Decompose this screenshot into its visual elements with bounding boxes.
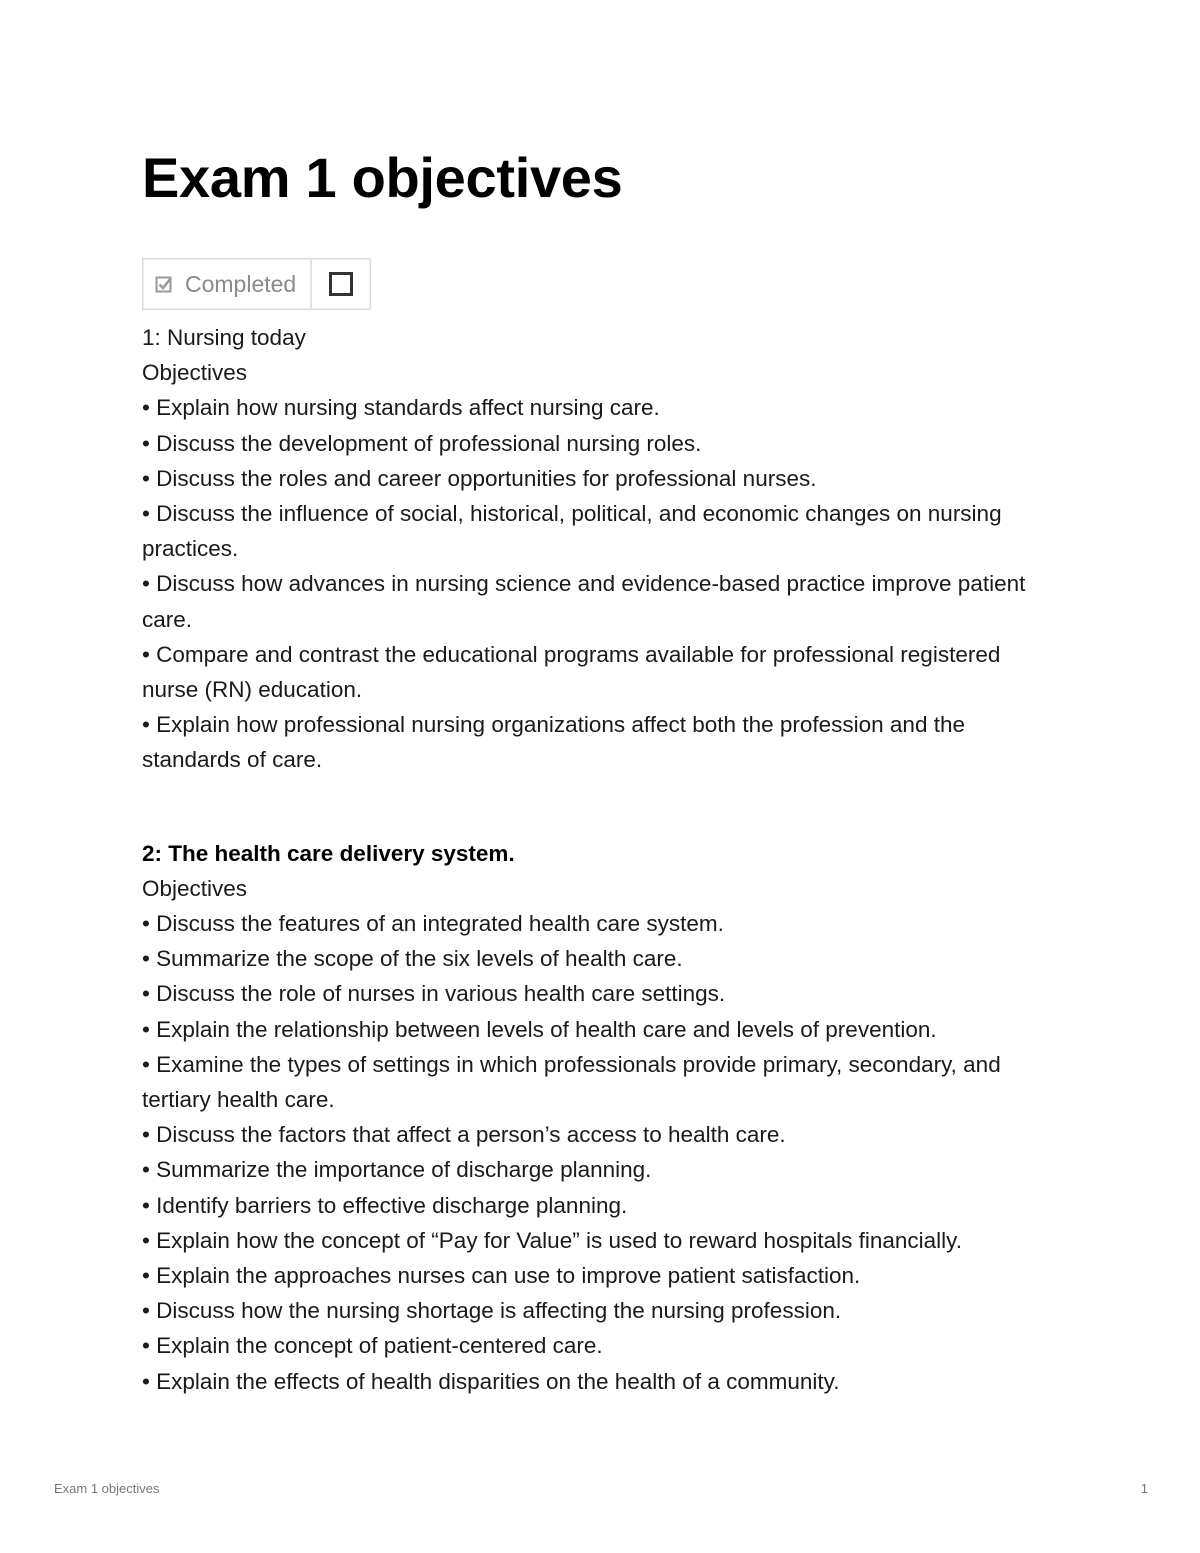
completed-property-name [143, 259, 312, 309]
objective-item: • Compare and contrast the educational programs available for professional registered nurse (RN) education. [142, 641, 1001, 703]
objective-item: • Discuss the factors that affect a person’s access to health care. [142, 1122, 786, 1148]
checkbox-property-icon [155, 275, 173, 293]
objective-item: • Explain the effects of health disparities on the health of a community. [142, 1368, 840, 1394]
objective-item: • Discuss the influence of social, historical, political, and economic changes on nursing practices. [142, 501, 1002, 562]
objective-item: • Explain how the concept of “Pay for Value” is used to reward hospitals financially. [142, 1227, 962, 1253]
objective-item: • Explain the approaches nurses can use to improve patient satisfaction. [142, 1263, 861, 1289]
objective-item: • Discuss the features of an integrated health care system. [142, 911, 724, 937]
objective-item: • Discuss the roles and career opportunities for professional nurses. [142, 465, 817, 491]
objective-item: • Discuss the development of professional nursing roles. [142, 430, 702, 456]
objective-item: • Identify barriers to effective discharge planning. [142, 1192, 628, 1218]
objective-item: • Discuss the role of nurses in various health care settings. [142, 981, 726, 1007]
document-body [142, 320, 1052, 1399]
objective-item: • Explain the relationship between levels of health care and levels of prevention. [142, 1016, 937, 1042]
completed-checkbox[interactable] [329, 272, 353, 296]
section-spacer [142, 778, 1052, 836]
objective-item: • Examine the types of settings in which professionals provide primary, secondary, and tertiary health care. [142, 1051, 1001, 1113]
section-heading: 1: Nursing today [142, 325, 306, 350]
objective-item: • Summarize the scope of the six levels of health care. [142, 946, 683, 972]
objective-item: • Discuss how advances in nursing science and evidence-based practice improve patient care. [142, 571, 1026, 632]
section-health-care-delivery [142, 836, 1052, 1399]
footer-page-number: 1 [1140, 1481, 1148, 1496]
objective-item: • Explain how professional nursing organizations affect both the profession and the standards of care. [142, 712, 965, 773]
objective-item: • Explain the concept of patient-centered care. [142, 1333, 603, 1359]
section-subheading: Objectives [142, 875, 248, 901]
objective-item: • Explain how nursing standards affect nursing care. [142, 395, 660, 421]
section-subheading: Objectives [142, 360, 248, 386]
completed-property [142, 258, 371, 310]
section-nursing-today [142, 320, 1052, 778]
objective-item: • Summarize the importance of discharge planning. [142, 1157, 652, 1183]
completed-value-cell[interactable] [312, 259, 370, 309]
completed-property-label: Completed [185, 270, 297, 297]
page-title: Exam 1 objectives [142, 146, 623, 209]
objective-item: • Discuss how the nursing shortage is affecting the nursing profession. [142, 1298, 842, 1324]
footer-document-name: Exam 1 objectives [54, 1481, 160, 1496]
section-heading: 2: The health care delivery system. [142, 840, 515, 866]
